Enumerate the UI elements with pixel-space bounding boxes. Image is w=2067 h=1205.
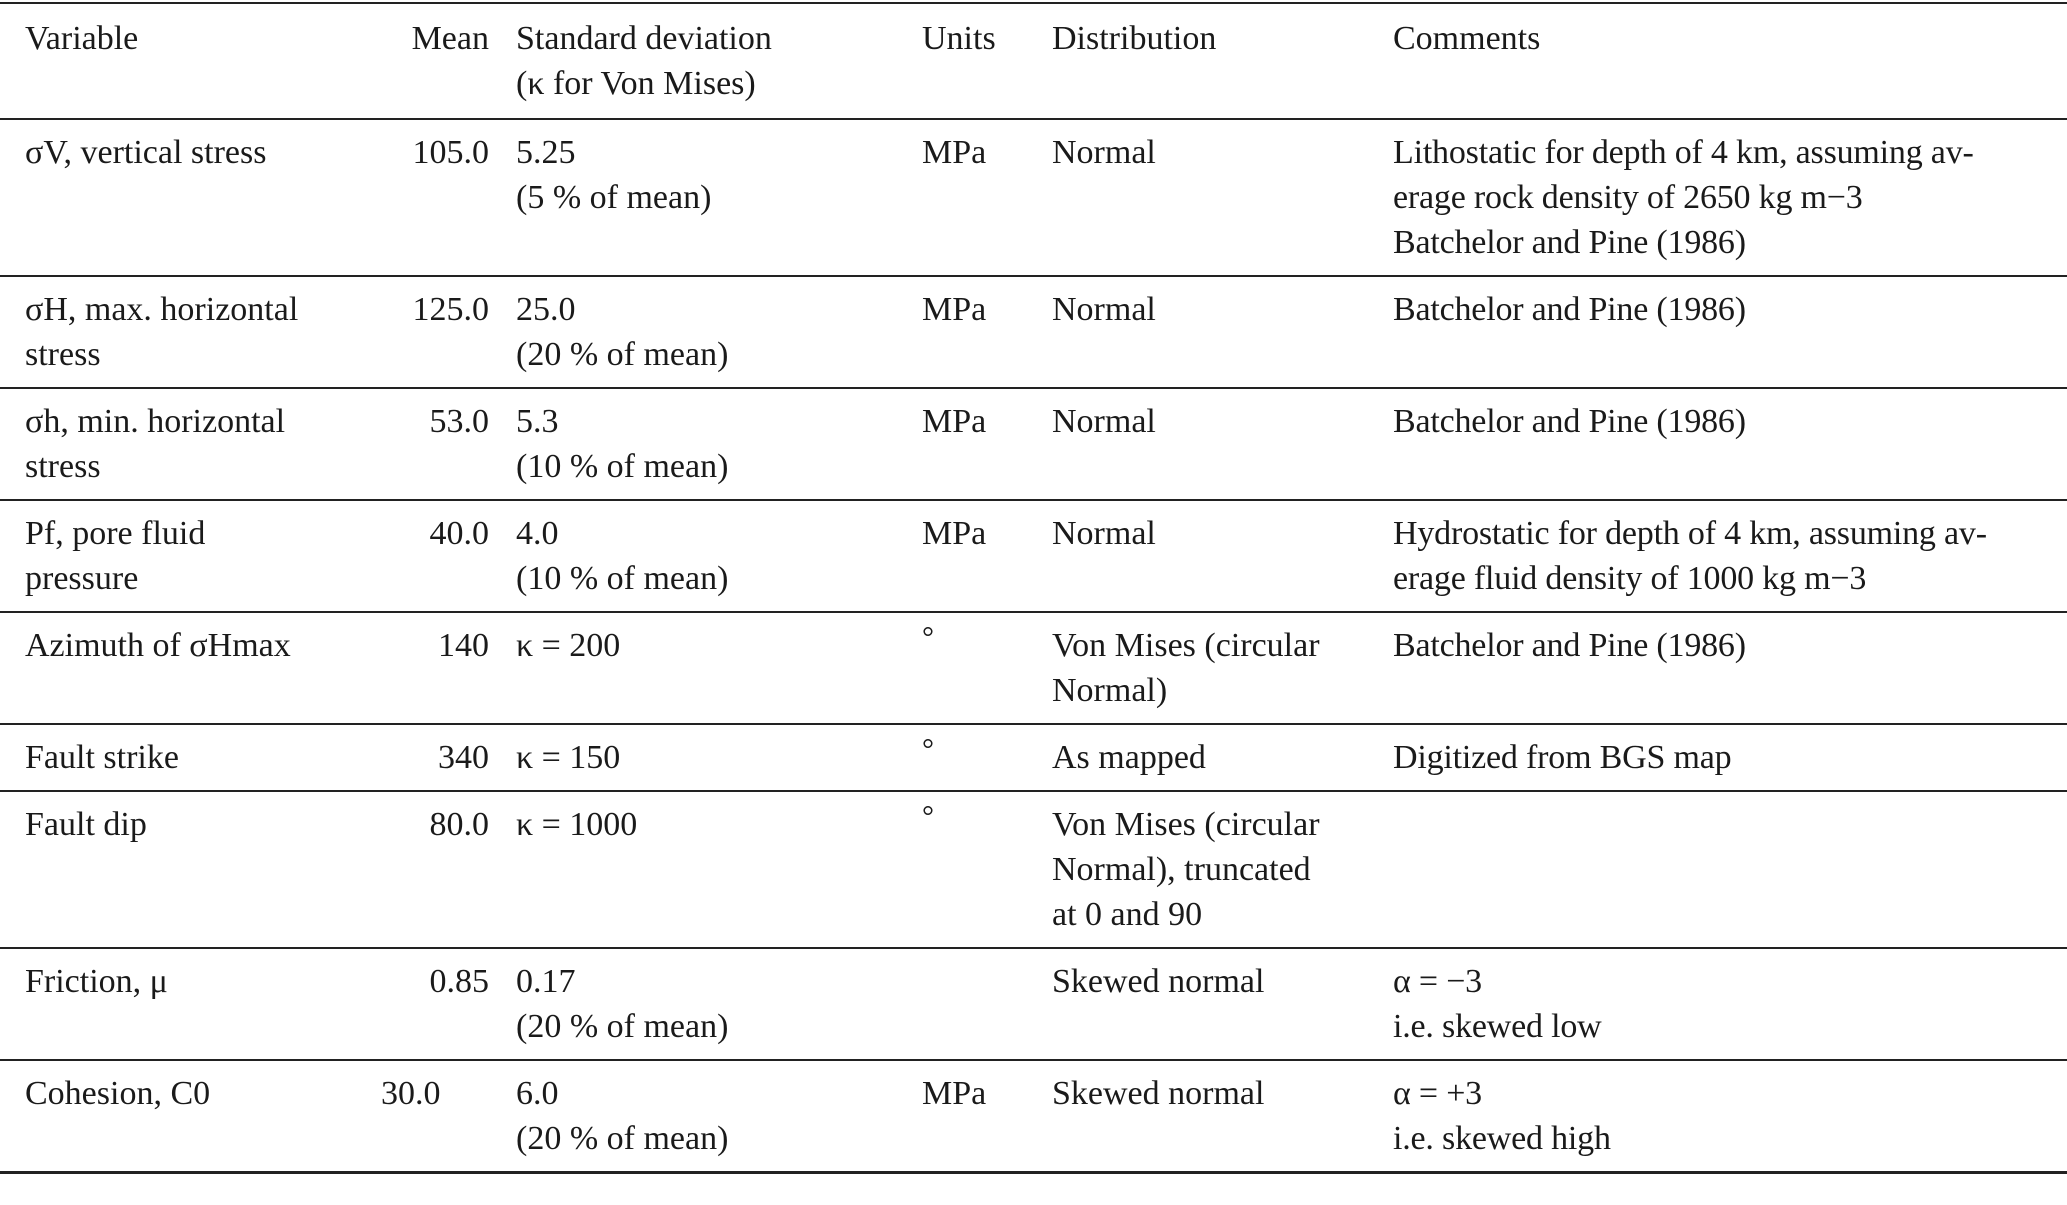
table-row <box>0 276 2067 388</box>
cell-comments-line: i.e. skewed high <box>1393 1120 1611 1157</box>
cell-units <box>897 791 1027 948</box>
cell-standard-deviation <box>491 724 897 791</box>
cell-standard-deviation <box>491 612 897 724</box>
table-row <box>0 1060 2067 1173</box>
cell-comments <box>1368 1060 2067 1173</box>
cell-standard-deviation <box>491 276 897 388</box>
table-row <box>0 388 2067 500</box>
cell-comments <box>1368 724 2067 791</box>
cell-distribution <box>1027 500 1368 612</box>
header-variable: Variable <box>0 3 371 119</box>
cell-comments-line: α = −3 <box>1393 963 1482 1000</box>
cell-variable-line: Fault dip <box>25 806 147 843</box>
cell-distribution-line: Von Mises (circular <box>1052 627 1320 664</box>
cell-distribution-line: at 0 and 90 <box>1052 896 1203 933</box>
cell-distribution <box>1027 724 1368 791</box>
cell-comments <box>1368 948 2067 1060</box>
cell-standard-deviation <box>491 119 897 276</box>
header-distribution: Distribution <box>1027 3 1368 119</box>
cell-distribution <box>1027 1060 1368 1173</box>
cell-standard-deviation-line: 4.0 <box>516 515 559 552</box>
cell-variable-line: Fault strike <box>25 739 179 776</box>
header-units: Units <box>897 3 1027 119</box>
cell-mean <box>371 1060 491 1173</box>
cell-mean <box>371 612 491 724</box>
cell-distribution-line: Von Mises (circular <box>1052 806 1320 843</box>
cell-comments-line: α = +3 <box>1393 1075 1482 1112</box>
cell-comments <box>1368 500 2067 612</box>
cell-units-line: ° <box>922 621 934 654</box>
cell-mean <box>371 276 491 388</box>
cell-variable-line: σh, min. horizontal <box>25 403 286 440</box>
cell-mean-line: 105.0 <box>412 134 489 171</box>
cell-units <box>897 612 1027 724</box>
table-row <box>0 500 2067 612</box>
cell-units-line: MPa <box>922 403 987 440</box>
cell-mean <box>371 724 491 791</box>
table-body <box>0 119 2067 1173</box>
cell-mean <box>371 388 491 500</box>
cell-comments <box>1368 276 2067 388</box>
cell-standard-deviation-line: (10 % of mean) <box>516 560 729 597</box>
cell-standard-deviation <box>491 500 897 612</box>
cell-variable-line: σV, vertical stress <box>25 134 267 171</box>
cell-distribution-line: Normal <box>1052 291 1156 328</box>
cell-standard-deviation-line: (20 % of mean) <box>516 1008 729 1045</box>
cell-mean <box>371 119 491 276</box>
cell-mean-line: 0.85 <box>429 963 489 1000</box>
cell-variable-line: stress <box>25 336 101 373</box>
cell-variable <box>0 500 371 612</box>
cell-variable <box>0 724 371 791</box>
cell-variable-line: Azimuth of σHmax <box>25 627 291 664</box>
table-row <box>0 119 2067 276</box>
cell-units-line: ° <box>922 733 934 766</box>
cell-mean-line: 30.0 <box>381 1075 441 1112</box>
cell-units-line: ° <box>922 800 934 833</box>
cell-units-line: MPa <box>922 134 987 171</box>
cell-distribution-line: Normal), truncated <box>1052 851 1311 888</box>
cell-comments <box>1368 791 2067 948</box>
cell-units-line: MPa <box>922 515 987 552</box>
cell-standard-deviation-line: 5.25 <box>516 134 576 171</box>
cell-units <box>897 276 1027 388</box>
cell-standard-deviation-line: (20 % of mean) <box>516 1120 729 1157</box>
cell-variable <box>0 791 371 948</box>
table-row <box>0 948 2067 1060</box>
table-row <box>0 724 2067 791</box>
cell-mean-line: 80.0 <box>429 806 489 843</box>
cell-distribution <box>1027 276 1368 388</box>
cell-distribution <box>1027 791 1368 948</box>
table-header-row <box>0 3 2067 119</box>
cell-standard-deviation-line: 0.17 <box>516 963 576 1000</box>
cell-distribution-line: Normal) <box>1052 672 1168 709</box>
cell-comments-line: Batchelor and Pine (1986) <box>1393 403 1746 440</box>
cell-variable-line: Pf, pore fluid <box>25 515 206 552</box>
table-row <box>0 612 2067 724</box>
cell-comments-line: Digitized from BGS map <box>1393 739 1732 776</box>
cell-distribution-line: Normal <box>1052 515 1156 552</box>
cell-units <box>897 724 1027 791</box>
cell-distribution <box>1027 119 1368 276</box>
cell-units <box>897 948 1027 1060</box>
cell-standard-deviation-line: (20 % of mean) <box>516 336 729 373</box>
cell-variable <box>0 612 371 724</box>
header-sd-line: (κ for Von Mises) <box>516 65 756 102</box>
cell-distribution-line: As mapped <box>1052 739 1206 776</box>
header-standard-deviation <box>491 3 897 119</box>
cell-comments <box>1368 388 2067 500</box>
cell-comments-line: Batchelor and Pine (1986) <box>1393 627 1746 664</box>
cell-variable-line: Friction, μ <box>25 963 168 1000</box>
cell-units-line: MPa <box>922 291 987 328</box>
cell-standard-deviation-line: 6.0 <box>516 1075 559 1112</box>
cell-variable-line: stress <box>25 448 101 485</box>
cell-distribution-line: Skewed normal <box>1052 963 1265 1000</box>
cell-comments-line: erage fluid density of 1000 kg m−3 <box>1393 560 1867 597</box>
cell-variable <box>0 948 371 1060</box>
cell-units-line: MPa <box>922 1075 987 1112</box>
cell-standard-deviation <box>491 1060 897 1173</box>
parameter-table <box>0 2 2067 1174</box>
cell-variable <box>0 276 371 388</box>
cell-distribution <box>1027 612 1368 724</box>
cell-standard-deviation <box>491 791 897 948</box>
cell-units <box>897 119 1027 276</box>
cell-mean-line: 40.0 <box>429 515 489 552</box>
cell-units <box>897 500 1027 612</box>
cell-distribution-line: Normal <box>1052 403 1156 440</box>
cell-variable <box>0 1060 371 1173</box>
cell-distribution <box>1027 388 1368 500</box>
cell-comments-line: i.e. skewed low <box>1393 1008 1602 1045</box>
cell-mean-line: 340 <box>438 739 489 776</box>
cell-mean <box>371 500 491 612</box>
cell-standard-deviation-line: κ = 1000 <box>516 806 638 843</box>
cell-mean-line: 140 <box>438 627 489 664</box>
header-sd-line: Standard deviation <box>516 20 772 57</box>
cell-comments <box>1368 119 2067 276</box>
cell-variable <box>0 119 371 276</box>
cell-mean <box>371 948 491 1060</box>
cell-comments-line: erage rock density of 2650 kg m−3 <box>1393 179 1863 216</box>
cell-comments-line: Lithostatic for depth of 4 km, assuming av- <box>1393 134 1974 171</box>
table-row <box>0 791 2067 948</box>
cell-units <box>897 388 1027 500</box>
cell-comments-line: Batchelor and Pine (1986) <box>1393 291 1746 328</box>
cell-standard-deviation-line: 25.0 <box>516 291 576 328</box>
cell-comments-line: Hydrostatic for depth of 4 km, assuming av- <box>1393 515 1987 552</box>
cell-variable-line: pressure <box>25 560 139 597</box>
cell-comments-line: Batchelor and Pine (1986) <box>1393 224 1746 261</box>
header-comments: Comments <box>1368 3 2067 119</box>
cell-mean-line: 53.0 <box>429 403 489 440</box>
cell-mean-line: 125.0 <box>412 291 489 328</box>
cell-standard-deviation-line: 5.3 <box>516 403 559 440</box>
cell-standard-deviation-line: (10 % of mean) <box>516 448 729 485</box>
cell-distribution <box>1027 948 1368 1060</box>
cell-standard-deviation-line: κ = 150 <box>516 739 621 776</box>
cell-standard-deviation <box>491 948 897 1060</box>
cell-comments <box>1368 612 2067 724</box>
cell-units <box>897 1060 1027 1173</box>
cell-variable <box>0 388 371 500</box>
cell-distribution-line: Normal <box>1052 134 1156 171</box>
cell-variable-line: Cohesion, C0 <box>25 1075 211 1112</box>
header-mean: Mean <box>371 3 491 119</box>
cell-standard-deviation-line: κ = 200 <box>516 627 621 664</box>
cell-standard-deviation <box>491 388 897 500</box>
cell-variable-line: σH, max. horizontal <box>25 291 299 328</box>
cell-mean <box>371 791 491 948</box>
cell-standard-deviation-line: (5 % of mean) <box>516 179 712 216</box>
cell-distribution-line: Skewed normal <box>1052 1075 1265 1112</box>
